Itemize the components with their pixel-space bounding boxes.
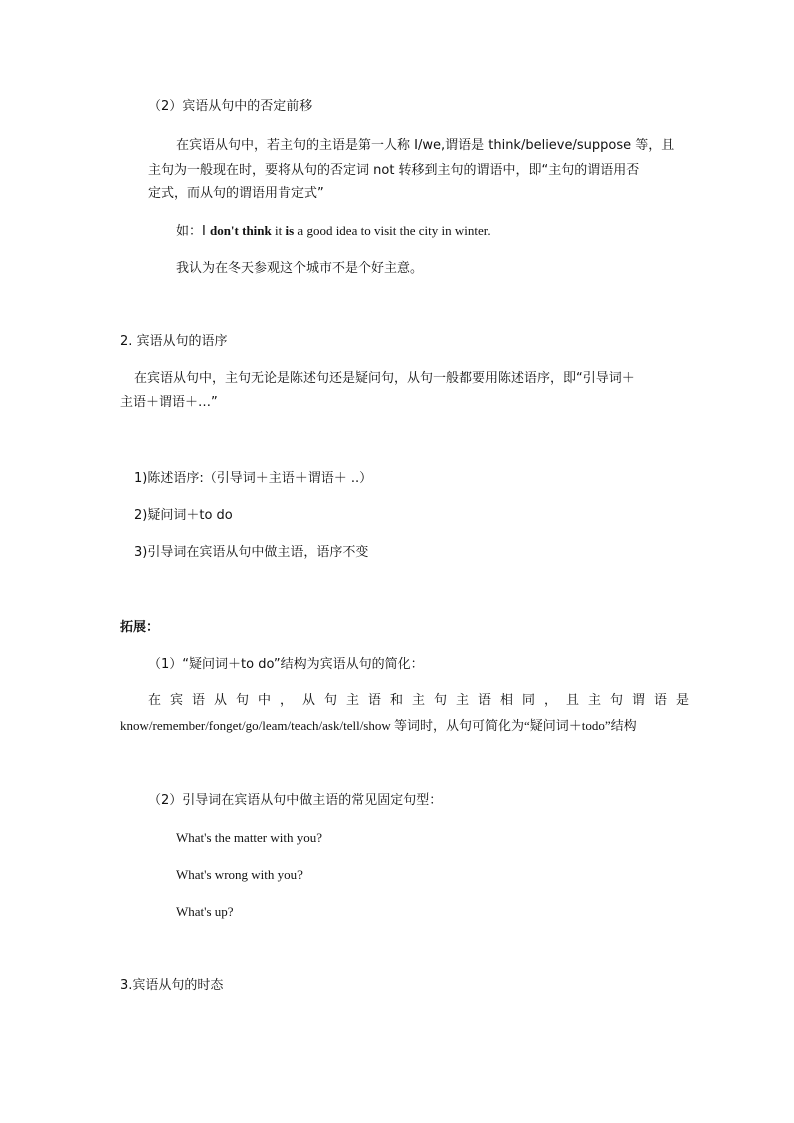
- example-mid: it: [271, 223, 286, 238]
- paragraph-line: 在宾语从句中，从句主语和主句主语相同，且主句谓语是: [148, 693, 699, 708]
- example-translation: 我认为在冬天参观这个城市不是个好主意。: [176, 261, 424, 276]
- section-heading-tense: 3.宾语从句的时态: [120, 978, 224, 993]
- example-bold-verb: is: [285, 223, 295, 238]
- section-heading-word-order: 2. 宾语从句的语序: [120, 334, 228, 349]
- paragraph-line: know/remember/fonget/go/leam/teach/ask/tell/show 等词时，从句可简化为“疑问词＋todo”结构: [120, 718, 637, 733]
- paragraph-line: 主语＋谓语＋…”: [120, 395, 218, 410]
- paragraph-line: 定式，而从句的谓语用肯定式”: [148, 186, 324, 201]
- paragraph-line: 在宾语从句中，若主句的主语是第一人称 I/we,谓语是 think/believe/suppose 等，且: [176, 138, 675, 153]
- paragraph-line: 在宾语从句中，主句无论是陈述句还是疑问句，从句一般都要用陈述语序，即“引导词＋: [134, 371, 635, 386]
- section-heading-extension: 拓展：: [120, 620, 160, 635]
- phrase-item: What's wrong with you?: [176, 867, 303, 882]
- subsection-heading: （1）“疑问词＋to do”结构为宾语从句的简化：: [148, 657, 424, 672]
- phrase-item: What's up?: [176, 904, 234, 919]
- section-heading-negation-transfer: （2）宾语从句中的否定前移: [148, 99, 313, 114]
- phrase-item: What's the matter with you?: [176, 830, 323, 845]
- example-rest: a good idea to visit the city in winter.: [294, 223, 491, 238]
- list-item: 2)疑问词＋to do: [134, 508, 233, 523]
- list-item: 3)引导词在宾语从句中做主语，语序不变: [134, 545, 369, 560]
- example-bold-phrase: don't think: [209, 223, 272, 238]
- paragraph-line: 主句为一般现在时，要将从句的否定词 not 转移到主句的谓语中，即“主句的谓语用否: [148, 163, 640, 178]
- example-sentence: [176, 222, 491, 241]
- subsection-heading: （2）引导词在宾语从句中做主语的常见固定句型：: [148, 793, 443, 808]
- list-item: 1)陈述语序:（引导词＋主语＋谓语＋ ..）: [134, 471, 373, 486]
- example-prefix: 如：I: [176, 224, 210, 239]
